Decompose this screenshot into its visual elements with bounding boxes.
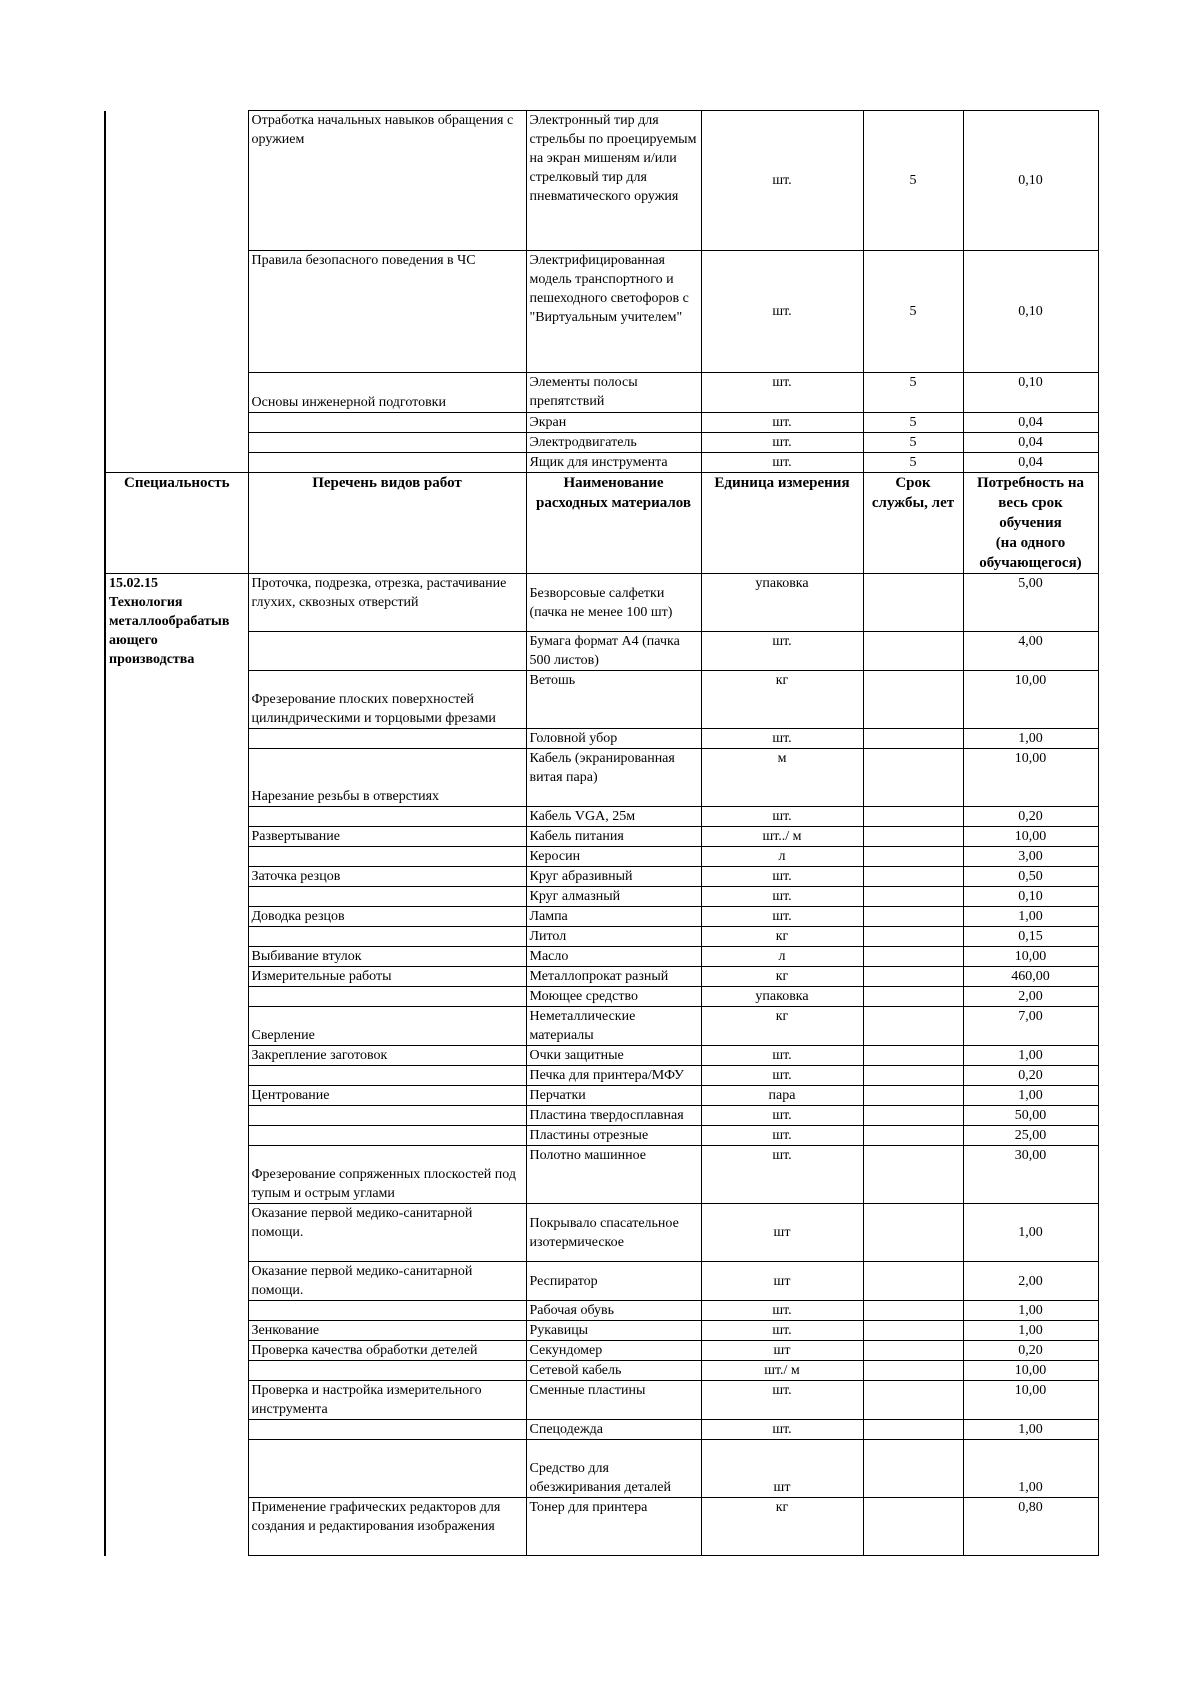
material-cell: Перчатки — [526, 1086, 701, 1106]
document-page — [104, 110, 1097, 1556]
unit-cell: кг — [701, 1007, 863, 1046]
need-cell: 1,00 — [963, 907, 1098, 927]
table-row — [105, 1086, 1098, 1106]
need-cell: 2,00 — [963, 987, 1098, 1007]
table-row — [105, 827, 1098, 847]
need-cell: 10,00 — [963, 947, 1098, 967]
material-cell: Средство для обезжиривания деталей — [526, 1440, 701, 1498]
table-row — [105, 1420, 1098, 1440]
need-cell: 30,00 — [963, 1146, 1098, 1204]
life-cell — [863, 1341, 963, 1361]
header-specialty: Специальность — [105, 473, 248, 574]
need-cell: 1,00 — [963, 1440, 1098, 1498]
life-cell — [863, 1146, 963, 1204]
work-cell — [248, 1126, 526, 1146]
work-cell: Фрезерование сопряженных плоскостей под тупым и острым углами — [248, 1146, 526, 1204]
need-cell: 25,00 — [963, 1126, 1098, 1146]
life-cell — [863, 1498, 963, 1556]
table-row — [105, 1262, 1098, 1301]
material-cell: Пластина твердосплавная — [526, 1106, 701, 1126]
need-cell: 1,00 — [963, 1086, 1098, 1106]
specialty-name-line: металлообрабатыв — [109, 614, 230, 629]
work-cell — [248, 887, 526, 907]
need-cell: 2,00 — [963, 1262, 1098, 1301]
work-cell: Оказание первой медико-санитарной помощи. — [248, 1204, 526, 1262]
life-cell — [863, 1321, 963, 1341]
unit-cell: шт. — [701, 907, 863, 927]
specialty-name-line: Технология — [109, 595, 183, 610]
unit-cell: кг — [701, 671, 863, 729]
material-cell: Кабель (экранированная витая пара) — [526, 749, 701, 807]
work-cell: Заточка резцов — [248, 867, 526, 887]
table-header-row — [105, 473, 1098, 574]
unit-cell: пара — [701, 1086, 863, 1106]
table-row — [105, 807, 1098, 827]
life-cell — [863, 1262, 963, 1301]
material-cell: Сетевой кабель — [526, 1361, 701, 1381]
table-row — [105, 1440, 1098, 1498]
material-cell: Рабочая обувь — [526, 1301, 701, 1321]
table-row — [105, 1007, 1098, 1046]
need-cell: 50,00 — [963, 1106, 1098, 1126]
material-cell: Металлопрокат разный — [526, 967, 701, 987]
table-row — [105, 671, 1098, 729]
need-cell: 0,10 — [963, 111, 1098, 251]
table-row — [105, 1066, 1098, 1086]
life-cell — [863, 1106, 963, 1126]
table-row — [105, 847, 1098, 867]
unit-cell: упаковка — [701, 574, 863, 632]
table-row — [105, 1126, 1098, 1146]
work-cell — [248, 729, 526, 749]
life-cell — [863, 847, 963, 867]
table-row — [105, 1106, 1098, 1126]
need-cell: 1,00 — [963, 1204, 1098, 1262]
table-row — [105, 433, 1098, 453]
life-cell — [863, 1301, 963, 1321]
work-cell — [248, 1361, 526, 1381]
material-cell: Неметаллические материалы — [526, 1007, 701, 1046]
need-cell: 1,00 — [963, 1321, 1098, 1341]
table-row — [105, 632, 1098, 671]
material-cell: Масло — [526, 947, 701, 967]
header-unit: Единица измерения — [701, 473, 863, 574]
header-need-line: обучающегося) — [979, 555, 1082, 571]
work-cell: Применение графических редакторов для создания и редактирования изображения — [248, 1498, 526, 1556]
unit-cell: шт. — [701, 453, 863, 473]
life-cell — [863, 967, 963, 987]
work-cell — [248, 847, 526, 867]
need-cell: 10,00 — [963, 1361, 1098, 1381]
header-need — [963, 473, 1098, 574]
table-row — [105, 453, 1098, 473]
life-cell — [863, 1420, 963, 1440]
life-cell — [863, 807, 963, 827]
main-rows — [105, 574, 1098, 1556]
consumables-table — [104, 110, 1099, 1556]
unit-cell: шт. — [701, 1046, 863, 1066]
header-material: Наименование расходных материалов — [526, 473, 701, 574]
material-cell: Элементы полосы препятствий — [526, 373, 701, 413]
need-cell: 0,10 — [963, 887, 1098, 907]
work-cell — [248, 453, 526, 473]
life-cell — [863, 1204, 963, 1262]
material-cell: Бумага формат А4 (пачка 500 листов) — [526, 632, 701, 671]
work-cell — [248, 1066, 526, 1086]
need-cell: 0,04 — [963, 413, 1098, 433]
table-row — [105, 1498, 1098, 1556]
material-cell: Кабель VGA, 25м — [526, 807, 701, 827]
life-cell: 5 — [863, 433, 963, 453]
life-cell — [863, 887, 963, 907]
unit-cell: упаковка — [701, 987, 863, 1007]
life-cell — [863, 827, 963, 847]
need-cell: 0,20 — [963, 1341, 1098, 1361]
material-cell: Безворсовые салфетки (пачка не менее 100 шт) — [526, 574, 701, 632]
life-cell — [863, 1126, 963, 1146]
unit-cell: шт. — [701, 867, 863, 887]
need-cell: 5,00 — [963, 574, 1098, 632]
specialty-cell — [105, 574, 248, 1556]
table-row — [105, 927, 1098, 947]
life-cell — [863, 987, 963, 1007]
life-cell — [863, 671, 963, 729]
life-cell — [863, 927, 963, 947]
need-cell: 10,00 — [963, 827, 1098, 847]
material-cell: Кабель питания — [526, 827, 701, 847]
need-cell: 3,00 — [963, 847, 1098, 867]
need-cell: 1,00 — [963, 729, 1098, 749]
work-cell: Нарезание резьбы в отверстиях — [248, 749, 526, 807]
table-row — [105, 867, 1098, 887]
table-row — [105, 1301, 1098, 1321]
life-cell — [863, 1361, 963, 1381]
work-cell: Отработка начальных навыков обращения с оружием — [248, 111, 526, 251]
work-cell — [248, 433, 526, 453]
table-row — [105, 987, 1098, 1007]
need-cell: 0,20 — [963, 1066, 1098, 1086]
need-cell: 1,00 — [963, 1301, 1098, 1321]
material-cell: Литол — [526, 927, 701, 947]
work-cell — [248, 413, 526, 433]
work-cell: Проверка качества обработки детелей — [248, 1341, 526, 1361]
life-cell — [863, 729, 963, 749]
life-cell — [863, 1007, 963, 1046]
table-row — [105, 907, 1098, 927]
need-cell: 460,00 — [963, 967, 1098, 987]
unit-cell: л — [701, 947, 863, 967]
unit-cell: шт. — [701, 373, 863, 413]
work-cell — [248, 987, 526, 1007]
unit-cell: шт — [701, 1204, 863, 1262]
work-cell — [248, 1106, 526, 1126]
life-cell: 5 — [863, 413, 963, 433]
unit-cell: шт — [701, 1341, 863, 1361]
table-row — [105, 1146, 1098, 1204]
material-cell: Тонер для принтера — [526, 1498, 701, 1556]
work-cell: Выбивание втулок — [248, 947, 526, 967]
unit-cell: шт. — [701, 1126, 863, 1146]
unit-cell: шт. — [701, 1066, 863, 1086]
work-cell: Зенкование — [248, 1321, 526, 1341]
need-cell: 1,00 — [963, 1420, 1098, 1440]
need-cell: 10,00 — [963, 671, 1098, 729]
work-cell — [248, 632, 526, 671]
life-cell — [863, 907, 963, 927]
need-cell: 0,20 — [963, 807, 1098, 827]
work-cell: Сверление — [248, 1007, 526, 1046]
header-works: Перечень видов работ — [248, 473, 526, 574]
unit-cell: шт. — [701, 1301, 863, 1321]
unit-cell: шт. — [701, 433, 863, 453]
unit-cell: шт. — [701, 632, 863, 671]
need-cell: 0,50 — [963, 867, 1098, 887]
material-cell: Спецодежда — [526, 1420, 701, 1440]
unit-cell: шт. — [701, 1321, 863, 1341]
work-cell: Основы инженерной подготовки — [248, 373, 526, 413]
material-cell: Моющее средство — [526, 987, 701, 1007]
work-cell: Проточка, подрезка, отрезка, растачивание глухих, сквозных отверстий — [248, 574, 526, 632]
need-cell: 0,04 — [963, 453, 1098, 473]
unit-cell: шт. — [701, 111, 863, 251]
work-cell: Фрезерование плоских поверхностей цилиндрическими и торцовыми фрезами — [248, 671, 526, 729]
unit-cell: кг — [701, 967, 863, 987]
header-need-line: (на одного — [995, 535, 1066, 551]
unit-cell: шт. — [701, 251, 863, 373]
table-row — [105, 1361, 1098, 1381]
life-cell: 5 — [863, 453, 963, 473]
table-row — [105, 967, 1098, 987]
life-cell — [863, 1066, 963, 1086]
life-cell — [863, 749, 963, 807]
table-row — [105, 1204, 1098, 1262]
unit-cell: шт. — [701, 413, 863, 433]
work-cell — [248, 1440, 526, 1498]
work-cell: Центрование — [248, 1086, 526, 1106]
material-cell: Экран — [526, 413, 701, 433]
unit-cell: шт. — [701, 887, 863, 907]
material-cell: Покрывало спасательное изотермическое — [526, 1204, 701, 1262]
need-cell: 4,00 — [963, 632, 1098, 671]
unit-cell: шт. — [701, 1106, 863, 1126]
table-row — [105, 947, 1098, 967]
unit-cell: шт. — [701, 1420, 863, 1440]
work-cell: Правила безопасного поведения в ЧС — [248, 251, 526, 373]
life-cell — [863, 867, 963, 887]
need-cell: 0,15 — [963, 927, 1098, 947]
material-cell: Секундомер — [526, 1341, 701, 1361]
table-row — [105, 251, 1098, 373]
need-cell: 7,00 — [963, 1007, 1098, 1046]
need-cell: 0,80 — [963, 1498, 1098, 1556]
table-row — [105, 1381, 1098, 1420]
table-row — [105, 1046, 1098, 1066]
work-cell: Развертывание — [248, 827, 526, 847]
header-need-line: Потребность на — [976, 475, 1084, 491]
unit-cell: л — [701, 847, 863, 867]
life-cell — [863, 1381, 963, 1420]
material-cell: Круг абразивный — [526, 867, 701, 887]
work-cell: Проверка и настройка измерительного инструмента — [248, 1381, 526, 1420]
need-cell: 1,00 — [963, 1046, 1098, 1066]
specialty-name-line: производства — [109, 652, 195, 667]
unit-cell: кг — [701, 927, 863, 947]
unit-cell: шт. — [701, 807, 863, 827]
need-cell: 10,00 — [963, 1381, 1098, 1420]
need-cell: 0,10 — [963, 373, 1098, 413]
unit-cell: шт./ м — [701, 1361, 863, 1381]
life-cell — [863, 1046, 963, 1066]
material-cell: Рукавицы — [526, 1321, 701, 1341]
work-cell — [248, 807, 526, 827]
material-cell: Керосин — [526, 847, 701, 867]
work-cell: Доводка резцов — [248, 907, 526, 927]
unit-cell: шт — [701, 1262, 863, 1301]
specialty-name-line: ающего — [109, 633, 158, 648]
material-cell: Электрифицированная модель транспортного и пешеходного светофоров с "Виртуальным учителем" — [526, 251, 701, 373]
life-cell: 5 — [863, 251, 963, 373]
table-row — [105, 413, 1098, 433]
unit-cell: кг — [701, 1498, 863, 1556]
need-cell: 10,00 — [963, 749, 1098, 807]
work-cell — [248, 927, 526, 947]
material-cell: Ветошь — [526, 671, 701, 729]
work-cell: Оказание первой медико-санитарной помощи. — [248, 1262, 526, 1301]
header-life: Срок службы, лет — [863, 473, 963, 574]
table-row — [105, 373, 1098, 413]
work-cell — [248, 1420, 526, 1440]
material-cell: Полотно машинное — [526, 1146, 701, 1204]
material-cell: Печка для принтера/МФУ — [526, 1066, 701, 1086]
work-cell: Измерительные работы — [248, 967, 526, 987]
life-cell — [863, 632, 963, 671]
table-row — [105, 111, 1098, 251]
unit-cell: шт. — [701, 1146, 863, 1204]
material-cell: Головной убор — [526, 729, 701, 749]
table-row — [105, 749, 1098, 807]
unit-cell: шт. — [701, 1381, 863, 1420]
specialty-code: 15.02.15 — [109, 576, 158, 591]
material-cell: Лампа — [526, 907, 701, 927]
life-cell — [863, 1440, 963, 1498]
life-cell — [863, 947, 963, 967]
table-row — [105, 887, 1098, 907]
life-cell — [863, 1086, 963, 1106]
work-cell: Закрепление заготовок — [248, 1046, 526, 1066]
material-cell: Пластины отрезные — [526, 1126, 701, 1146]
need-cell: 0,10 — [963, 251, 1098, 373]
table-row — [105, 1321, 1098, 1341]
material-cell: Сменные пластины — [526, 1381, 701, 1420]
material-cell: Круг алмазный — [526, 887, 701, 907]
material-cell: Ящик для инструмента — [526, 453, 701, 473]
table-row — [105, 574, 1098, 632]
material-cell: Очки защитные — [526, 1046, 701, 1066]
life-cell — [863, 574, 963, 632]
material-cell: Респиратор — [526, 1262, 701, 1301]
life-cell: 5 — [863, 111, 963, 251]
material-cell: Электродвигатель — [526, 433, 701, 453]
table-row — [105, 1341, 1098, 1361]
unit-cell: шт. — [701, 729, 863, 749]
life-cell: 5 — [863, 373, 963, 413]
work-cell — [248, 1301, 526, 1321]
table-row — [105, 729, 1098, 749]
unit-cell: шт — [701, 1440, 863, 1498]
unit-cell: шт../ м — [701, 827, 863, 847]
need-cell: 0,04 — [963, 433, 1098, 453]
material-cell: Электронный тир для стрельбы по проецируемым на экран мишеням и/или стрелковый тир для пневматического оружия — [526, 111, 701, 251]
unit-cell: м — [701, 749, 863, 807]
header-need-line: обучения — [999, 515, 1062, 531]
header-need-line: весь срок — [998, 495, 1063, 511]
